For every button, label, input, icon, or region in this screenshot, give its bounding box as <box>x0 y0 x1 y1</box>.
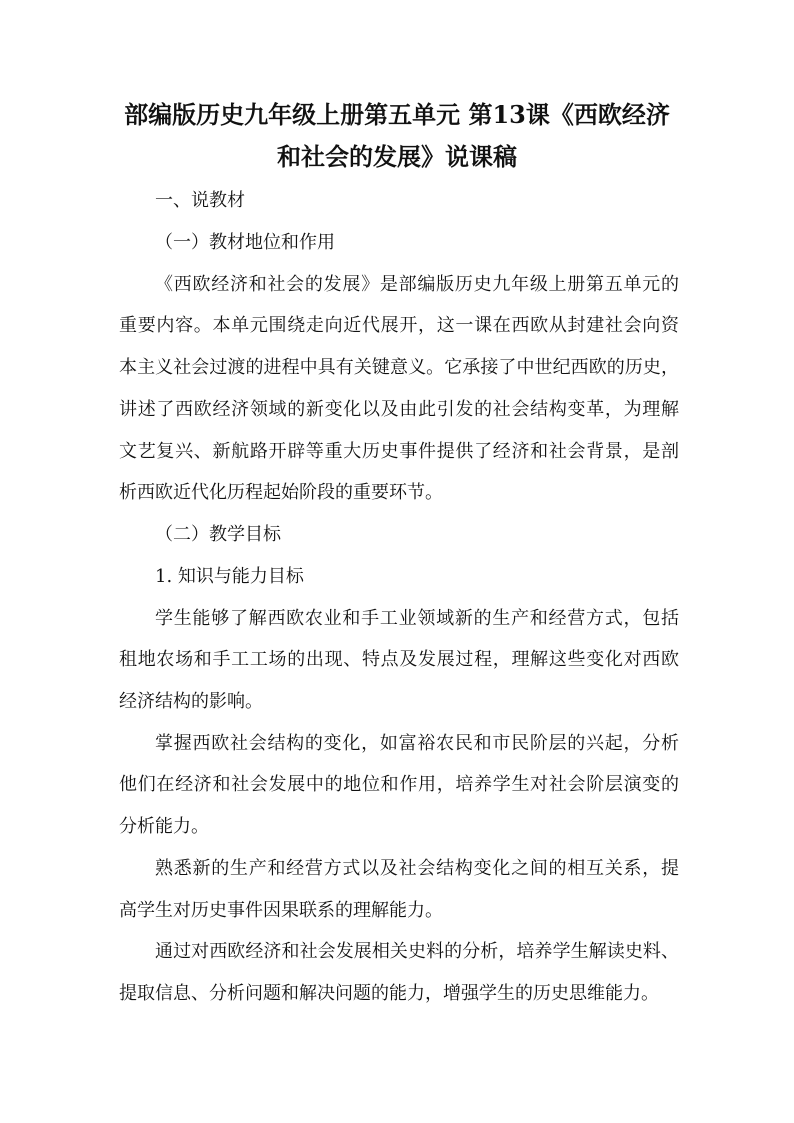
section-heading-teaching-material: 一、说教材 <box>155 190 245 211</box>
paragraph-line: 分析能力。 <box>119 816 209 837</box>
paragraph-line: 租地农场和手工工场的出现、特点及发展过程，理解这些变化对西欧 <box>119 649 679 670</box>
paragraph-line: 文艺复兴、新航路开辟等重大历史事件提供了经济和社会背景，是剖 <box>119 441 679 462</box>
document-title-line-1: 部编版历史九年级上册第五单元 第13课《西欧经济 <box>124 100 670 129</box>
paragraph-line: 讲述了西欧经济领域的新变化以及由此引发的社会结构变革，为理解 <box>119 399 679 420</box>
paragraph-line: 熟悉新的生产和经营方式以及社会结构变化之间的相互关系，提 <box>155 858 679 879</box>
paragraph-line: 高学生对历史事件因果联系的理解能力。 <box>119 900 443 921</box>
paragraph-line: 掌握西欧社会结构的变化，如富裕农民和市民阶层的兴起，分析 <box>155 733 679 754</box>
subsection-heading-teaching-goals: （二）教学目标 <box>155 524 281 545</box>
document-title-line-2: 和社会的发展》说课稿 <box>277 142 517 171</box>
paragraph-line: 析西欧近代化历程起始阶段的重要环节。 <box>119 482 443 503</box>
paragraph-line: 学生能够了解西欧农业和手工业领域新的生产和经营方式，包括 <box>155 608 679 629</box>
paragraph-line: 本主义社会过渡的进程中具有关键意义。它承接了中世纪西欧的历史， <box>119 357 679 378</box>
paragraph-line: 《西欧经济和社会的发展》是部编版历史九年级上册第五单元的 <box>155 274 679 295</box>
subsection-heading-status-role: （一）教材地位和作用 <box>155 232 335 253</box>
paragraph-line: 提取信息、分析问题和解决问题的能力，增强学生的历史思维能力。 <box>119 983 659 1004</box>
paragraph-line: 通过对西欧经济和社会发展相关史料的分析，培养学生解读史料、 <box>155 941 679 962</box>
paragraph-line: 重要内容。本单元围绕走向近代展开，这一课在西欧从封建社会向资 <box>119 315 679 336</box>
goal-heading-knowledge-ability: 1. 知识与能力目标 <box>155 566 304 587</box>
paragraph-line: 他们在经济和社会发展中的地位和作用，培养学生对社会阶层演变的 <box>119 774 679 795</box>
paragraph-line: 经济结构的影响。 <box>119 691 263 712</box>
